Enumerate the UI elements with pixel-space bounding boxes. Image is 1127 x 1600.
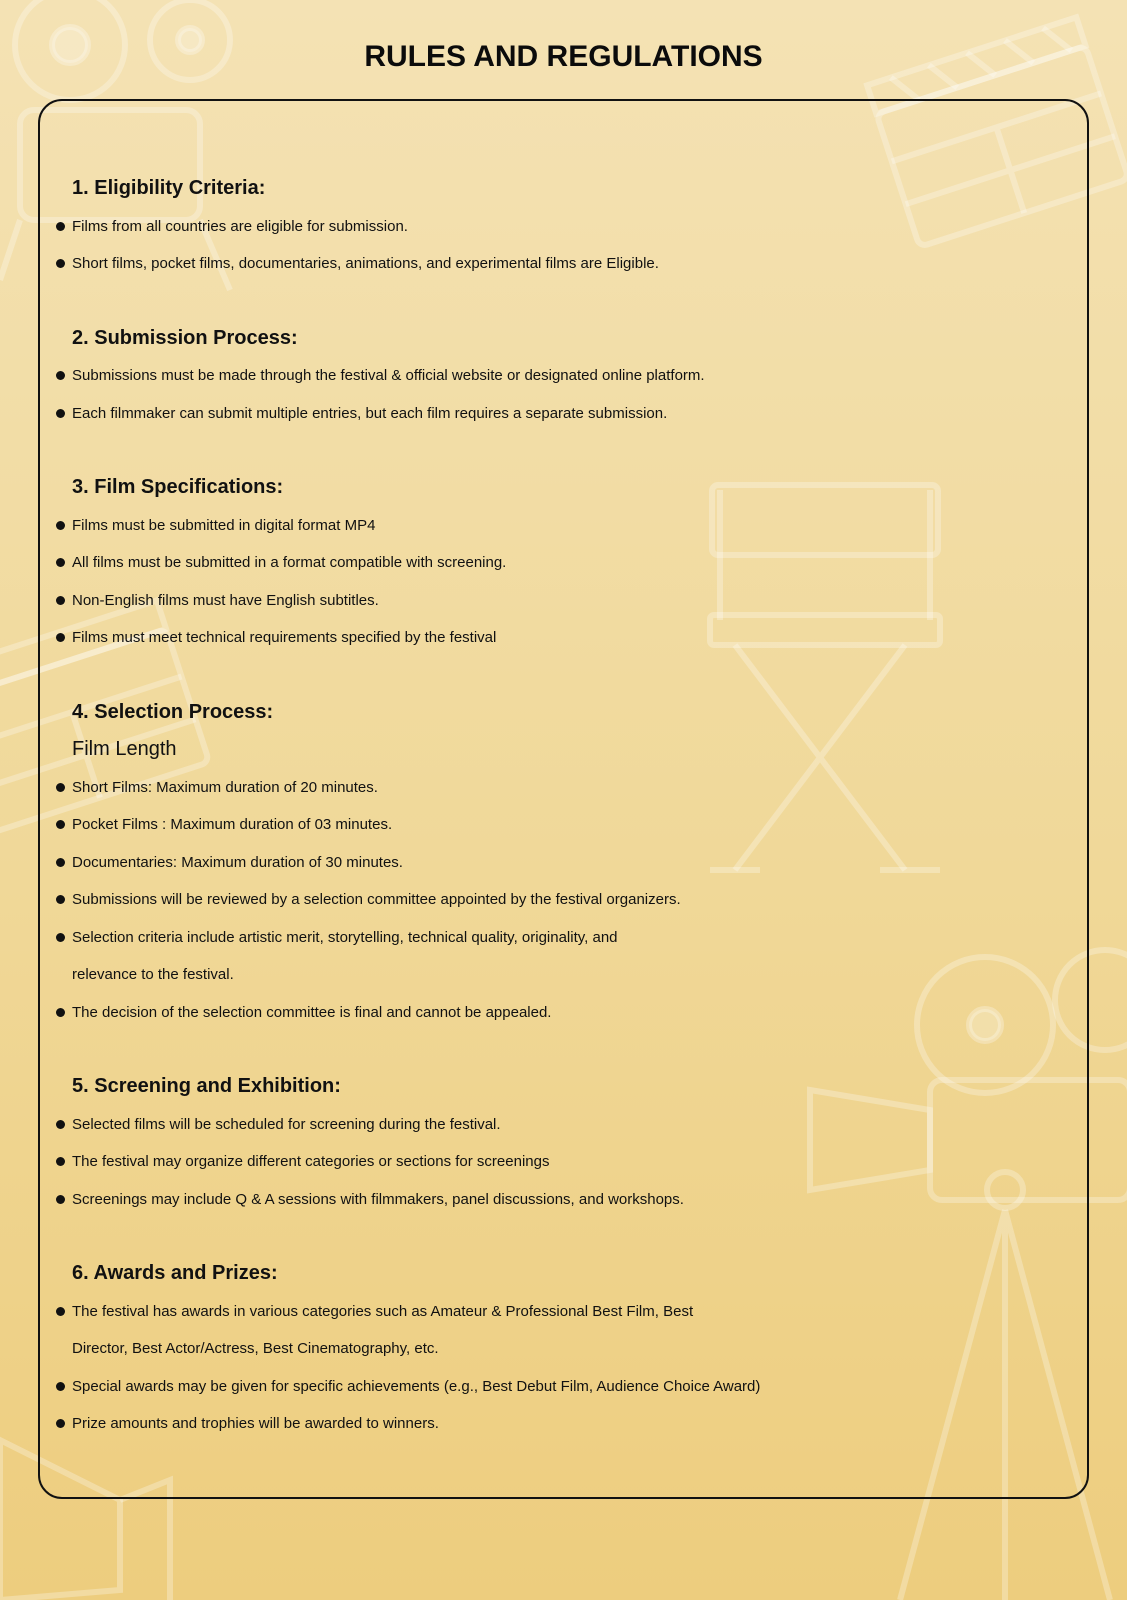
- section-awards-prizes: [54, 1255, 1074, 1443]
- list-item-text: Films from all countries are eligible for submission.: [72, 217, 408, 235]
- section-heading: 1. Eligibility Criteria:: [72, 177, 266, 199]
- list-item: [54, 582, 1074, 620]
- bullet-icon: [56, 783, 65, 792]
- bullet-icon: [56, 858, 65, 867]
- bullet-icon: [56, 633, 65, 642]
- list-item-text: Pocket Films : Maximum duration of 03 minutes.: [72, 816, 393, 833]
- list-item-text: Documentaries: Maximum duration of 30 minutes.: [72, 853, 403, 871]
- list-item-text: Screenings may include Q & A sessions with filmmakers, panel discussions, and workshops.: [72, 1190, 684, 1208]
- list-item-text: Submissions will be reviewed by a selection committee appointed by the festival organizers.: [72, 891, 681, 908]
- list-item-text: Special awards may be given for specific achievements (e.g., Best Debut Film, Audience Choice Award): [72, 1377, 761, 1395]
- section-selection-process: [54, 694, 1074, 1032]
- list-item: [54, 507, 1074, 545]
- list-item-text: Films must be submitted in digital format MP4: [72, 516, 376, 534]
- list-item: [54, 544, 1074, 582]
- list-item: [54, 245, 1074, 283]
- bullet-icon: [56, 933, 65, 942]
- list-item-text: The festival may organize different categories or sections for screenings: [72, 1153, 550, 1170]
- list-item-text: Director, Best Actor/Actress, Best Cinematography, etc.: [72, 1340, 439, 1357]
- bullet-icon: [56, 1195, 65, 1204]
- bullet-icon: [56, 371, 65, 380]
- list-item: [54, 994, 1074, 1032]
- section-heading: 4. Selection Process:: [72, 700, 274, 723]
- list-item-text: Non-English films must have English subtitles.: [72, 591, 379, 609]
- list-item: [54, 1405, 1074, 1443]
- bullet-icon: [56, 1157, 65, 1166]
- list-item-text: Each filmmaker can submit multiple entries, but each film requires a separate submission.: [72, 404, 668, 422]
- section-heading: 6. Awards and Prizes:: [72, 1262, 278, 1284]
- section-screening-exhibition: [54, 1068, 1074, 1218]
- section-film-specifications: [54, 469, 1074, 657]
- list-item-text: Short Films: Maximum duration of 20 minutes.: [72, 778, 378, 796]
- list-item-text: Films must meet technical requirements specified by the festival: [72, 629, 497, 646]
- list-item-text: Selection criteria include artistic merit, storytelling, technical quality, originality, and: [72, 928, 618, 946]
- list-item: [54, 1181, 1074, 1219]
- bullet-icon: [56, 521, 65, 530]
- list-item-text: Submissions must be made through the festival & official website or designated online platform.: [72, 367, 705, 384]
- list-item: [54, 619, 1074, 657]
- list-item: [54, 844, 1074, 882]
- list-item: [54, 395, 1074, 433]
- bullet-icon: [56, 222, 65, 231]
- bullet-icon: [56, 409, 65, 418]
- bullet-icon: [56, 1120, 65, 1129]
- list-item: [54, 919, 1074, 994]
- bullet-icon: [56, 820, 65, 829]
- list-item: [54, 1368, 1074, 1406]
- list-item: [54, 769, 1074, 807]
- list-item: [54, 357, 1074, 395]
- list-item-text: The festival has awards in various categories such as Amateur & Professional Best Film, Best: [72, 1302, 694, 1320]
- list-item-text: Prize amounts and trophies will be awarded to winners.: [72, 1415, 439, 1432]
- list-item-text: All films must be submitted in a format compatible with screening.: [72, 554, 507, 571]
- page-title: RULES AND REGULATIONS: [364, 40, 763, 73]
- bullet-icon: [56, 558, 65, 567]
- list-item-text: relevance to the festival.: [72, 966, 234, 983]
- section-eligibility: [54, 170, 1074, 283]
- list-item: [54, 881, 1074, 919]
- list-item-text: The decision of the selection committee is final and cannot be appealed.: [72, 1003, 552, 1021]
- list-item: [54, 1143, 1074, 1181]
- section-heading: 2. Submission Process:: [72, 326, 298, 349]
- bullet-icon: [56, 1382, 65, 1391]
- bullet-icon: [56, 1419, 65, 1428]
- section-submission: [54, 320, 1074, 433]
- subheading-film-length: Film Length: [72, 738, 177, 760]
- bullet-icon: [56, 1307, 65, 1316]
- section-heading: 3. Film Specifications:: [72, 476, 284, 498]
- bullet-icon: [56, 596, 65, 605]
- list-item: [54, 806, 1074, 844]
- list-item: [54, 1106, 1074, 1144]
- section-heading: 5. Screening and Exhibition:: [72, 1075, 341, 1097]
- bullet-icon: [56, 259, 65, 268]
- bullet-icon: [56, 1008, 65, 1017]
- list-item-text: Selected films will be scheduled for screening during the festival.: [72, 1115, 501, 1133]
- list-item: [54, 1293, 1074, 1368]
- bullet-icon: [56, 895, 65, 904]
- list-item: [54, 208, 1074, 246]
- list-item-text: Short films, pocket films, documentaries, animations, and experimental films are Eligible.: [72, 255, 659, 272]
- rules-content: [54, 170, 1074, 1480]
